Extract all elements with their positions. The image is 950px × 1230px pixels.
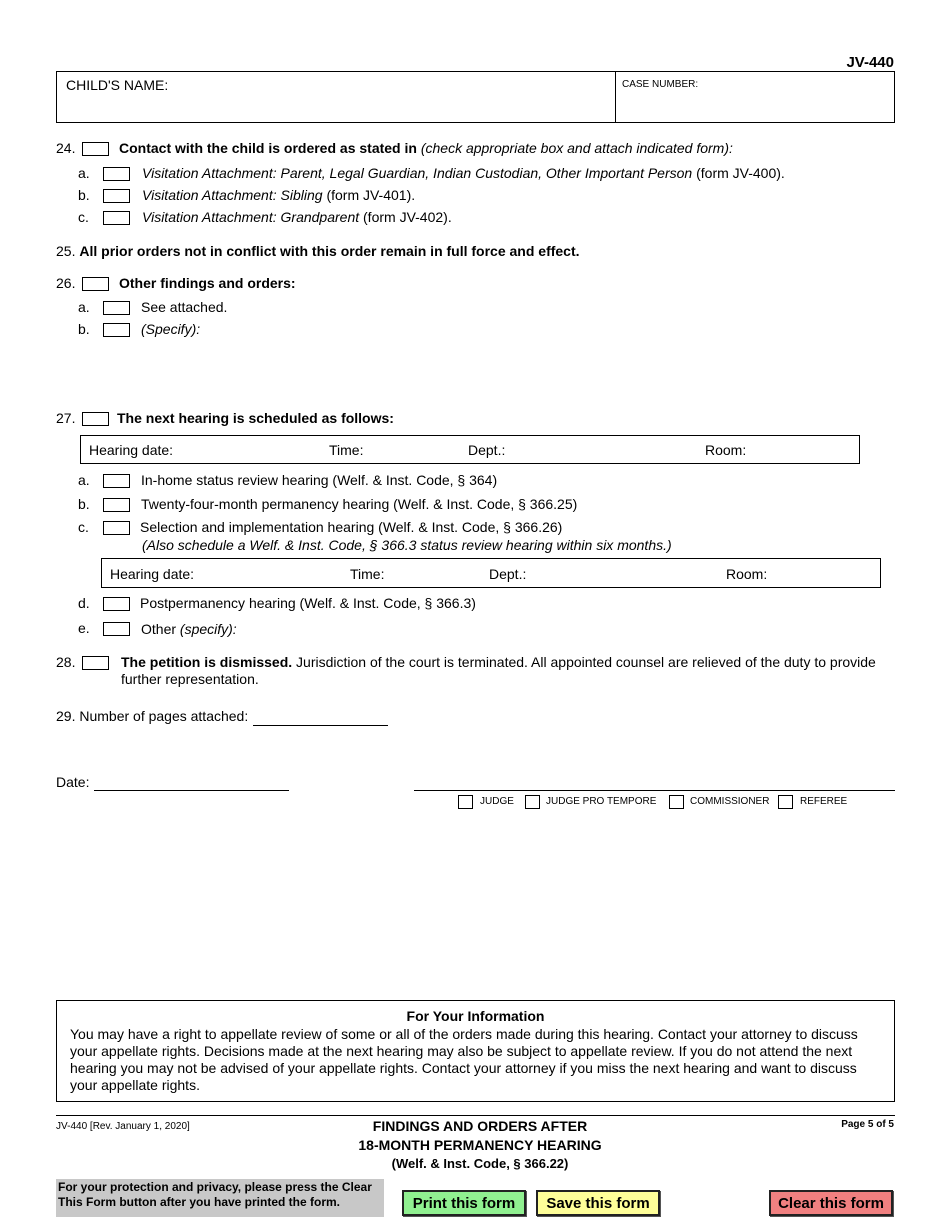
item27e-letter: e.	[78, 620, 90, 636]
caption-box	[56, 71, 895, 123]
pages-attached-field[interactable]	[253, 709, 388, 726]
form-id: JV-440	[846, 54, 894, 71]
item24a-plain: (form JV-400).	[696, 165, 785, 181]
item24b-text	[142, 187, 415, 203]
item27c-note: (Also schedule a Welf. & Inst. Code, § 366.3 status review hearing within six months.)	[142, 537, 672, 553]
item26b-letter: b.	[78, 321, 90, 337]
hearing2-dept-label: Dept.:	[489, 566, 527, 582]
commissioner-checkbox[interactable]	[669, 795, 684, 809]
item24a-checkbox[interactable]	[103, 167, 130, 181]
footer-rule	[56, 1115, 895, 1116]
item24c-text	[142, 209, 452, 225]
item24-italic: (check appropriate box and attach indicated form):	[420, 140, 733, 156]
case-number-label: CASE NUMBER:	[622, 79, 699, 90]
info-title: For Your Information	[406, 1008, 545, 1024]
item27d-checkbox[interactable]	[103, 597, 130, 611]
item25	[56, 243, 580, 259]
hearing2-time-label: Time:	[350, 566, 385, 582]
item27a-text: In-home status review hearing (Welf. & Inst. Code, § 364)	[141, 472, 498, 488]
item28-checkbox[interactable]	[82, 656, 109, 670]
item27a-letter: a.	[78, 472, 90, 488]
privacy-line-1: For your protection and privacy, please press the Clear	[58, 1180, 372, 1194]
item24c-checkbox[interactable]	[103, 211, 130, 225]
privacy-line-2: This Form button after you have printed the form.	[58, 1195, 341, 1209]
item27b-text: Twenty-four-month permanency hearing (Welf. & Inst. Code, § 366.25)	[141, 496, 578, 512]
item24c-plain: (form JV-402).	[363, 209, 452, 225]
item27e-checkbox[interactable]	[103, 622, 130, 636]
date-label: Date:	[56, 774, 90, 790]
footer-title-2: 18-MONTH PERMANENCY HEARING	[358, 1137, 602, 1153]
hearing-box-1	[80, 435, 860, 464]
item27e-italic: (specify):	[179, 621, 237, 637]
item24c-italic: Visitation Attachment: Grandparent	[142, 209, 360, 225]
hearing-room-label: Room:	[705, 442, 747, 458]
item27a-checkbox[interactable]	[103, 474, 130, 488]
item28-line1: Jurisdiction of the court is terminated. All appointed counsel are relieved of the duty to provide	[296, 654, 876, 670]
item25-number: 25.	[56, 243, 76, 259]
referee-label: REFEREE	[800, 796, 848, 807]
item24-text	[119, 140, 733, 156]
referee-checkbox[interactable]	[778, 795, 793, 809]
item26-checkbox[interactable]	[82, 277, 109, 291]
clear-form-button[interactable]: Clear this form	[769, 1190, 893, 1216]
judge-pro-tempore-label: JUDGE PRO TEMPORE	[546, 796, 657, 807]
caption-divider	[615, 72, 616, 122]
item24a-text	[142, 165, 785, 181]
item27c-letter: c.	[78, 519, 89, 535]
item24b-letter: b.	[78, 187, 90, 203]
item27c-text: Selection and implementation hearing (Welf. & Inst. Code, § 366.26)	[140, 519, 563, 535]
item26b-text: (Specify):	[141, 321, 201, 337]
hearing-date-label: Hearing date:	[89, 442, 174, 458]
item27c-checkbox[interactable]	[103, 521, 130, 535]
item24b-plain: (form JV-401).	[326, 187, 416, 203]
info-box	[56, 1000, 895, 1102]
page-number: Page 5 of 5	[841, 1119, 894, 1130]
item24b-italic: Visitation Attachment: Sibling	[142, 187, 323, 203]
judge-label: JUDGE	[480, 796, 514, 807]
judge-checkbox[interactable]	[458, 795, 473, 809]
item24-bold: Contact with the child is ordered as stated in	[119, 140, 417, 156]
item28-line2: further representation.	[121, 671, 259, 687]
item24-number: 24.	[56, 140, 76, 156]
footer-code: (Welf. & Inst. Code, § 366.22)	[391, 1156, 569, 1171]
item26a-letter: a.	[78, 299, 90, 315]
item24-checkbox[interactable]	[82, 142, 109, 156]
item28-number: 28.	[56, 654, 76, 670]
item27-checkbox[interactable]	[82, 412, 109, 426]
item27e-plain: Other	[141, 621, 177, 637]
item26a-text: See attached.	[141, 299, 228, 315]
info-body: You may have a right to appellate review of some or all of the orders made during this hearing. Contact your attorney to discuss your appellate rights. Decisions made at the next hearing may also be subject to appellate review. If you do not attend the next hearing you may not be advised of your appellate rights. Contact your attorney if you miss the next hearing and want to discuss your appellate rights.	[70, 1026, 858, 1093]
date-field[interactable]	[94, 774, 289, 791]
item27-number: 27.	[56, 410, 76, 426]
save-form-button[interactable]: Save this form	[536, 1190, 660, 1216]
item27b-checkbox[interactable]	[103, 498, 130, 512]
hearing2-date-label: Hearing date:	[110, 566, 195, 582]
item27d-text: Postpermanency hearing (Welf. & Inst. Code, § 366.3)	[140, 595, 476, 611]
privacy-notice	[56, 1179, 384, 1217]
item29-label: 29. Number of pages attached:	[56, 708, 249, 724]
print-form-button[interactable]: Print this form	[402, 1190, 526, 1216]
item26-number: 26.	[56, 275, 76, 291]
item25-text: All prior orders not in conflict with this order remain in full force and effect.	[79, 243, 580, 259]
item26-text: Other findings and orders:	[119, 275, 296, 291]
item28-bold: The petition is dismissed.	[121, 654, 293, 670]
hearing-dept-label: Dept.:	[468, 442, 506, 458]
hearing2-room-label: Room:	[726, 566, 768, 582]
item27b-letter: b.	[78, 496, 90, 512]
footer-rev: JV-440 [Rev. January 1, 2020]	[56, 1121, 190, 1132]
judge-pro-tempore-checkbox[interactable]	[525, 795, 540, 809]
item24a-italic: Visitation Attachment: Parent, Legal Guardian, Indian Custodian, Other Important Person	[142, 165, 693, 181]
item27d-letter: d.	[78, 595, 90, 611]
item27-text: The next hearing is scheduled as follows:	[117, 410, 394, 426]
item26b-checkbox[interactable]	[103, 323, 130, 337]
item24b-checkbox[interactable]	[103, 189, 130, 203]
commissioner-label: COMMISSIONER	[690, 796, 770, 807]
item27e-text	[141, 621, 237, 637]
child-name-label: CHILD'S NAME:	[66, 77, 169, 93]
hearing-box-2	[101, 558, 881, 588]
footer-title-1: FINDINGS AND ORDERS AFTER	[372, 1118, 588, 1134]
item24c-letter: c.	[78, 209, 89, 225]
hearing-time-label: Time:	[329, 442, 364, 458]
signature-line[interactable]	[414, 774, 895, 791]
item28-text	[121, 654, 891, 670]
item24a-letter: a.	[78, 165, 90, 181]
item26a-checkbox[interactable]	[103, 301, 130, 315]
